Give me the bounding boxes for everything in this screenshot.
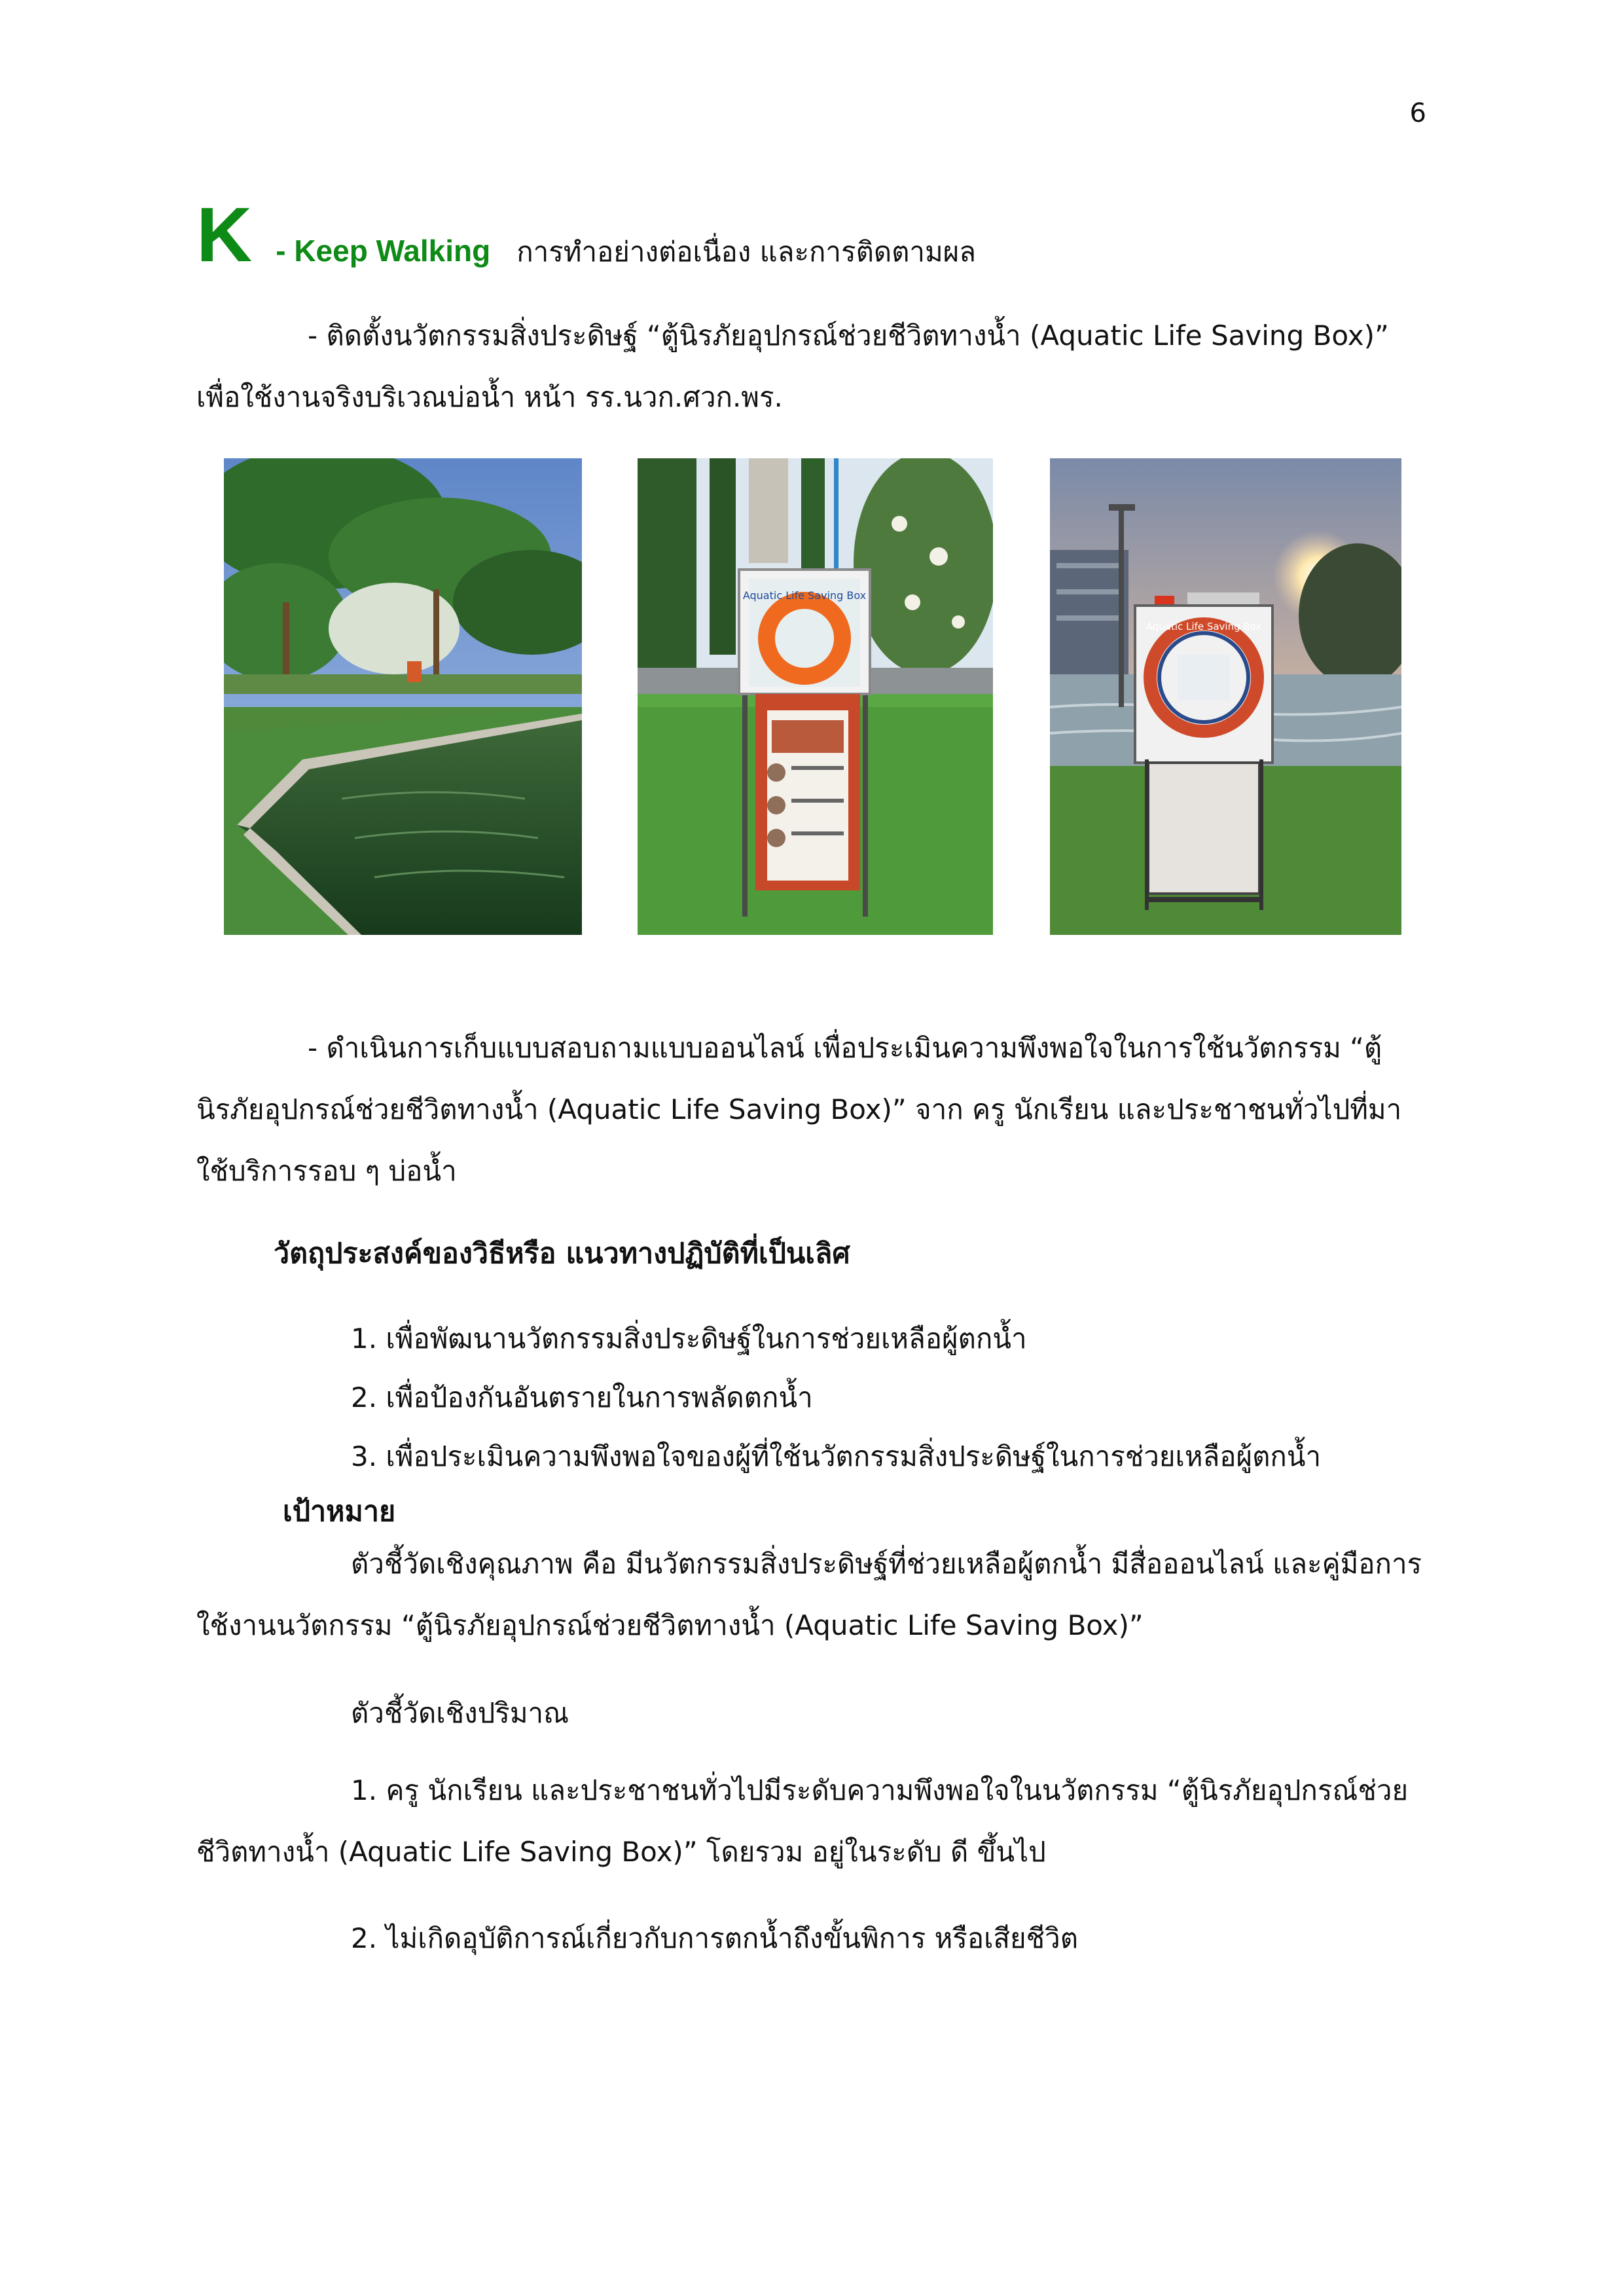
survey-paragraph: - ดำเนินการเก็บแบบสอบถามแบบออนไลน์ เพื่อประเมินความพึงพอใจในการใช้นวัตกรรม “ตู้นิรภัยอุปกรณ์ช่วยชีวิตทางน้ำ (Aquatic Life Saving Box)” จาก ครู นักเรียน และประชาชนทั่วไปที่มาใช้บริการรอบ ๆ บ่อน้ำ bbox=[196, 1032, 1402, 1187]
section-heading bbox=[196, 192, 977, 278]
objective-item: 3. เพื่อประเมินความพึงพอใจของผู้ที่ใช้นวัตกรรมสิ่งประดิษฐ์ในการช่วยเหลือผู้ตกน้ำ bbox=[351, 1440, 1322, 1472]
sunset-box-photo bbox=[1050, 458, 1401, 935]
page-number: 6 bbox=[1409, 98, 1426, 128]
objective-item: 1. เพื่อพัฒนานวัตกรรมสิ่งประดิษฐ์ในการช่วยเหลือผู้ตกน้ำ bbox=[351, 1322, 1027, 1355]
quantitative-indicator-2: 2. ไม่เกิดอุบัติการณ์เกี่ยวกับการตกน้ำถึงขั้นพิการ หรือเสียชีวิต bbox=[351, 1922, 1079, 1954]
heading-title: - Keep Walking bbox=[276, 234, 491, 268]
qualitative-indicator: ตัวชี้วัดเชิงคุณภาพ คือ มีนวัตกรรมสิ่งประดิษฐ์ที่ช่วยเหลือผู้ตกน้ำ มีสื่อออนไลน์ และคู่มือการใช้งานนวัตกรรม “ตู้นิรภัยอุปกรณ์ช่วยชีวิตทางน้ำ (Aquatic Life Saving Box)” bbox=[196, 1548, 1422, 1641]
objectives-heading: วัตถุประสงค์ของวิธีหรือ แนวทางปฏิบัติที่เป็นเลิศ bbox=[274, 1237, 850, 1270]
photo3-sign-text: Aquatic Life Saving Box bbox=[1146, 621, 1262, 632]
heading-thai: การทำอย่างต่อเนื่อง และการติดตามผล bbox=[516, 236, 977, 268]
photo2-sign-text: Aquatic Life Saving Box bbox=[742, 589, 867, 602]
quantitative-indicator-1: 1. ครู นักเรียน และประชาชนทั่วไปมีระดับความพึงพอใจในนวัตกรรม “ตู้นิรภัยอุปกรณ์ช่วยชีวิตทางน้ำ (Aquatic Life Saving Box)” โดยรวม อยู่ในระดับ ดี ขึ้นไป bbox=[196, 1774, 1409, 1868]
goals-heading: เป้าหมาย bbox=[283, 1495, 396, 1528]
heading-letter: K bbox=[196, 192, 253, 278]
lifesaving-box-photo bbox=[638, 458, 993, 935]
quantitative-heading: ตัวชี้วัดเชิงปริมาณ bbox=[351, 1697, 569, 1729]
intro-paragraph: - ติดตั้งนวัตกรรมสิ่งประดิษฐ์ “ตู้นิรภัยอุปกรณ์ช่วยชีวิตทางน้ำ (Aquatic Life Saving Box)” เพื่อใช้งานจริงบริเวณบ่อน้ำ หน้า รร.นวก.ศวก.พร. bbox=[196, 319, 1389, 413]
pond-photo bbox=[224, 458, 582, 935]
objective-item: 2. เพื่อป้องกันอันตรายในการพลัดตกน้ำ bbox=[351, 1381, 813, 1413]
